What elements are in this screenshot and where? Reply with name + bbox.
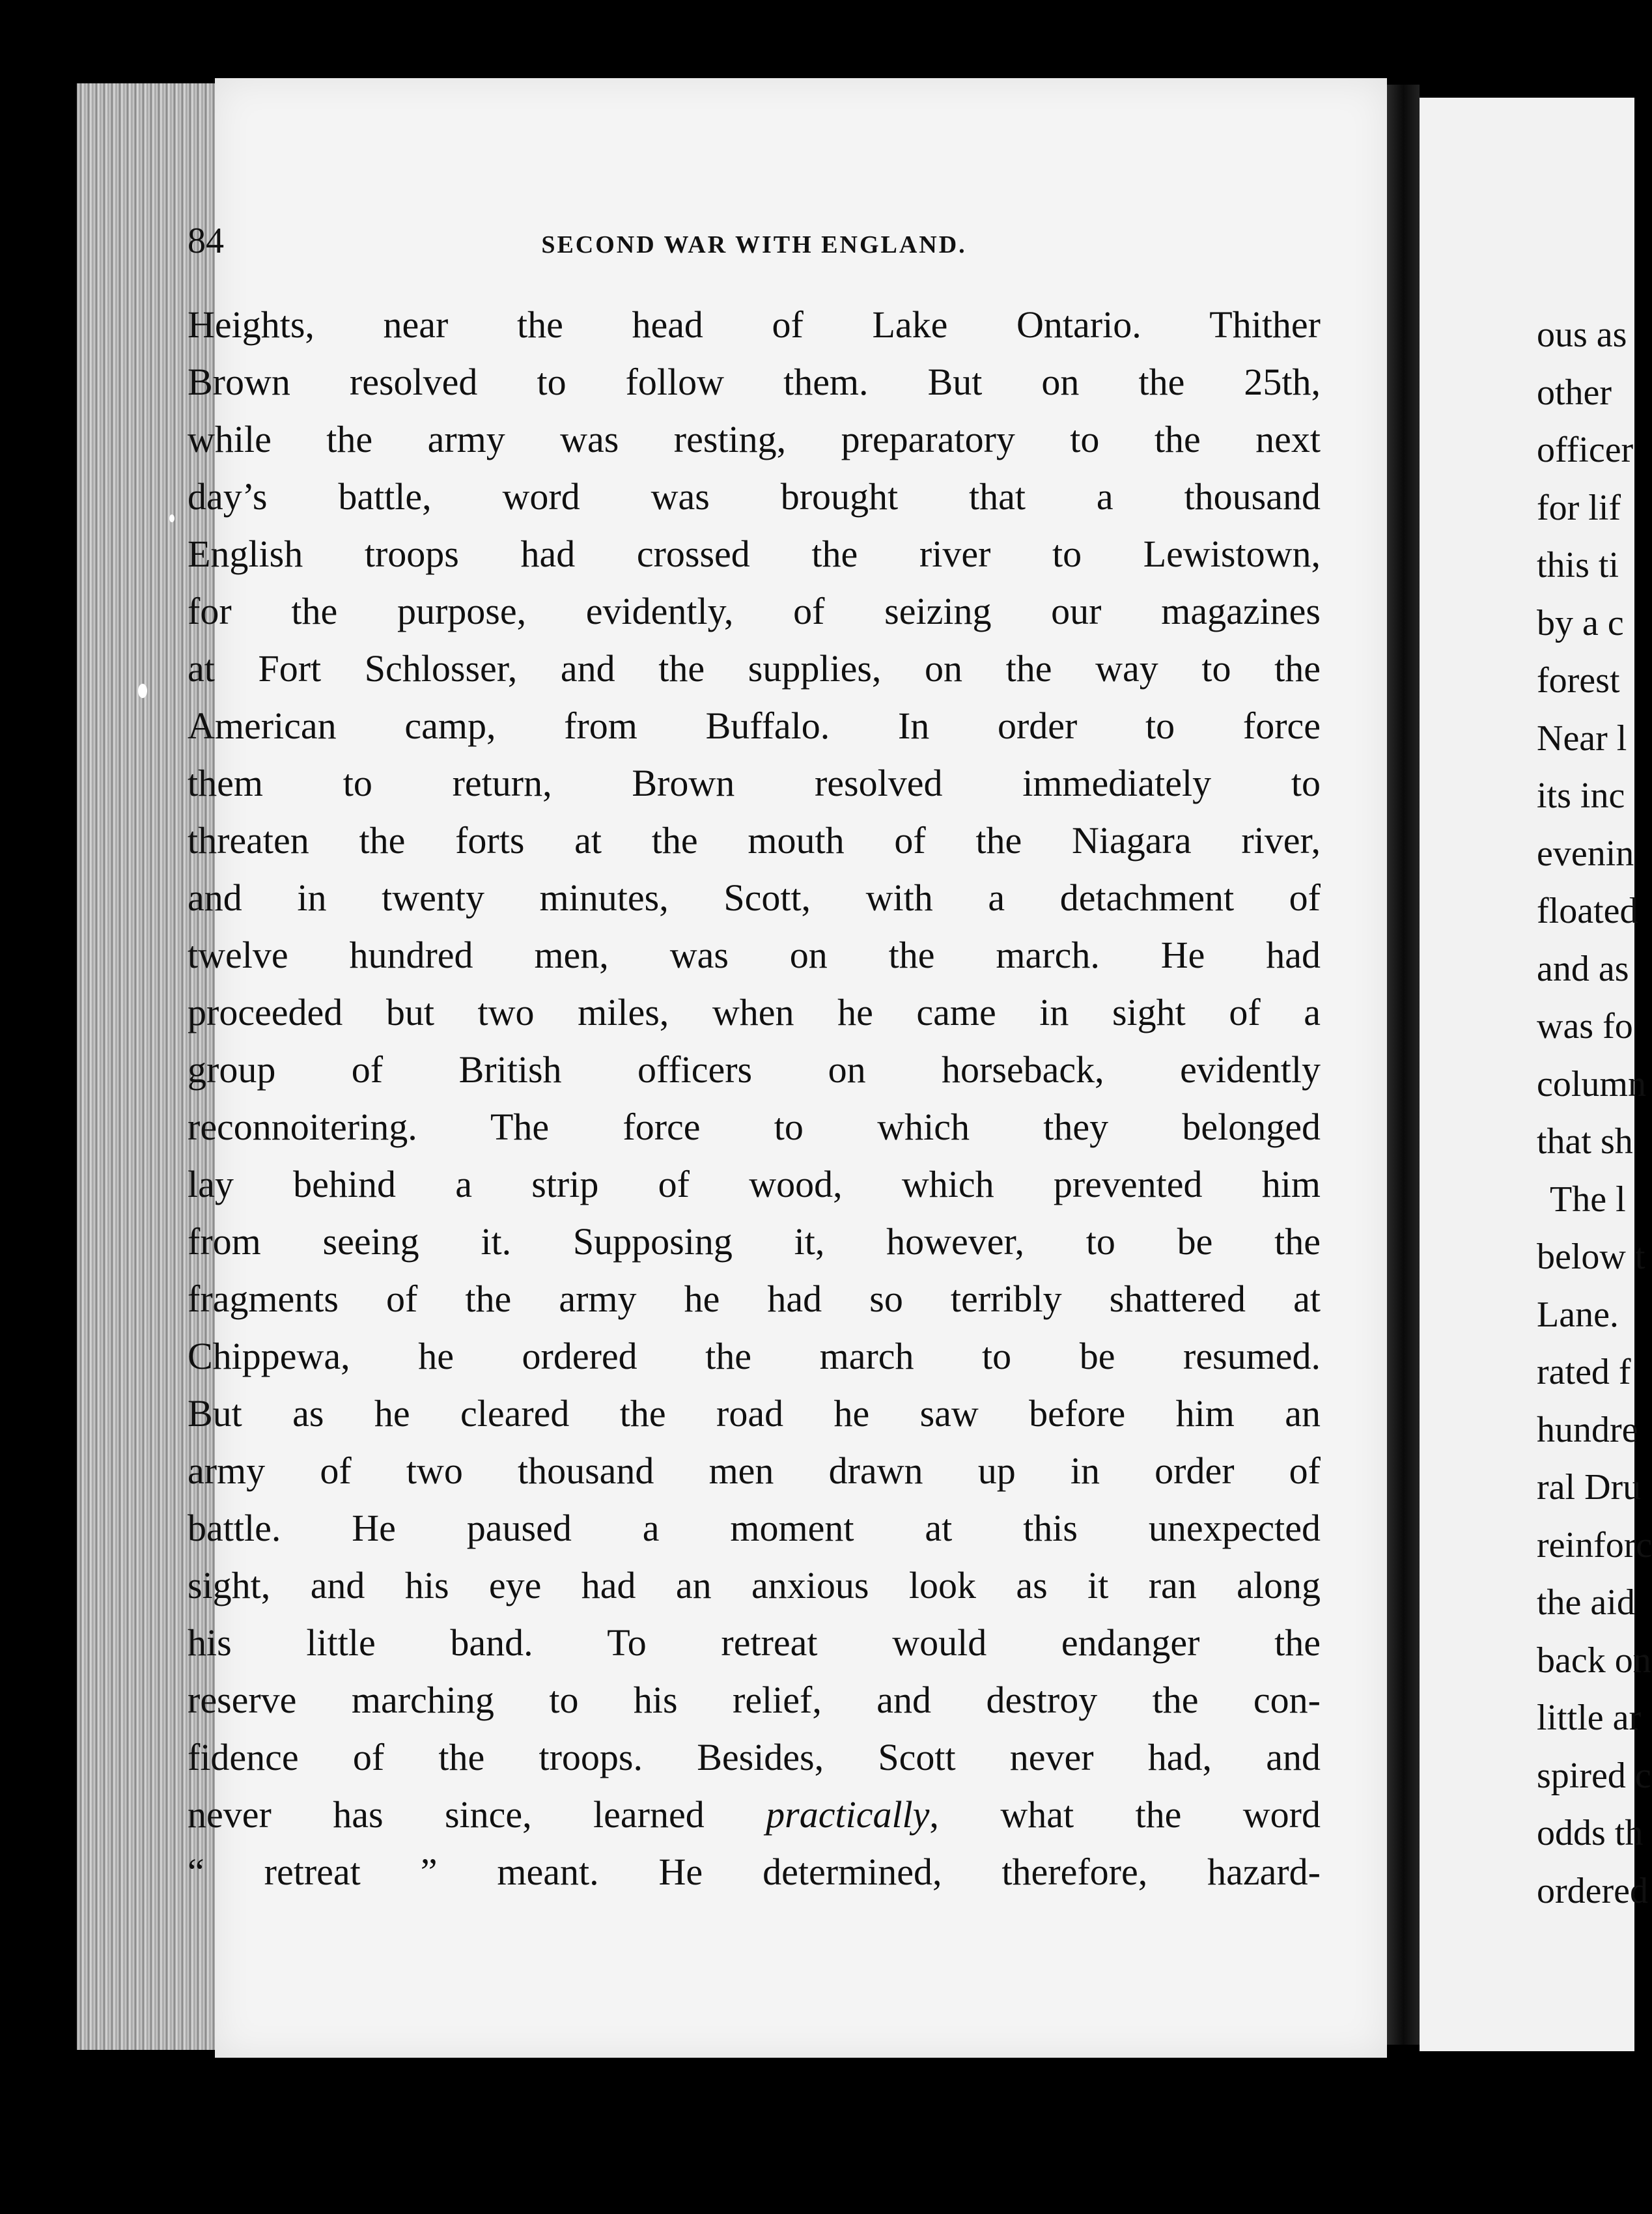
text-line: back on xyxy=(1537,1640,1651,1681)
text-line: that sh xyxy=(1537,1121,1633,1162)
page-number: 84 xyxy=(188,221,224,261)
text-line: officer xyxy=(1537,430,1634,470)
text-line: its inc xyxy=(1537,776,1625,816)
text-line: proceeded but two miles, when he came in sight of a xyxy=(188,991,1321,1033)
text-line: the aid xyxy=(1537,1582,1635,1623)
text-line: ous as xyxy=(1537,315,1627,355)
text-line: Lane. xyxy=(1537,1294,1619,1335)
text-line: spired c xyxy=(1537,1755,1651,1796)
text-line: this ti xyxy=(1537,545,1619,585)
text-line: rated f xyxy=(1537,1352,1631,1392)
text-line: while the army was resting, preparatory to the next xyxy=(188,418,1321,460)
text-line: ral Dru xyxy=(1537,1467,1642,1507)
text-line: odds th xyxy=(1537,1813,1644,1853)
text-line: for the purpose, evidently, of seizing our magazines xyxy=(188,590,1321,632)
text-line: fragments of the army he had so terribly shattered at xyxy=(188,1278,1321,1320)
text-line: fidence of the troops. Besides, Scott never had, and xyxy=(188,1736,1321,1778)
text-line: reserve marching to his relief, and destroy the con- xyxy=(188,1679,1321,1721)
text-line: little ar xyxy=(1537,1698,1642,1738)
text-line: group of British officers on horseback, evidently xyxy=(188,1048,1321,1091)
text-line: evenin xyxy=(1537,833,1634,874)
right-page-text xyxy=(1537,306,1652,1920)
text-line: at Fort Schlosser, and the supplies, on the way to the xyxy=(188,647,1321,690)
text-line: lay behind a strip of wood, which prevented him xyxy=(188,1163,1321,1205)
left-page-text xyxy=(188,296,1321,1901)
text-line: twelve hundred men, was on the march. He had xyxy=(188,934,1321,976)
text-line: below t xyxy=(1537,1237,1645,1277)
text-fragment: , what the word xyxy=(929,1793,1321,1836)
text-line: Near l xyxy=(1537,718,1627,759)
scan-speck xyxy=(138,684,147,698)
text-fragment: never has since, learned xyxy=(188,1793,766,1836)
text-line: other xyxy=(1537,372,1612,413)
text-line: American camp, from Buffalo. In order to force xyxy=(188,705,1321,747)
book-gutter xyxy=(1387,85,1420,2045)
text-line: battle. He paused a moment at this unexpected xyxy=(188,1507,1321,1549)
text-line: them to return, Brown resolved immediately to xyxy=(188,762,1321,804)
text-line: was fo xyxy=(1537,1006,1633,1046)
text-line: floated xyxy=(1537,891,1638,931)
text-line: threaten the forts at the mouth of the Niagara river, xyxy=(188,819,1321,862)
text-line: day’s battle, word was brought that a thousand xyxy=(188,475,1321,518)
text-line: column xyxy=(1537,1063,1646,1104)
text-line: army of two thousand men drawn up in order of xyxy=(188,1450,1321,1492)
text-line: by a c xyxy=(1537,602,1624,643)
text-line: forest xyxy=(1537,660,1620,701)
running-head: SECOND WAR WITH ENGLAND. xyxy=(541,231,967,259)
text-line: reinforc xyxy=(1537,1524,1652,1565)
text-line: sight, and his eye had an anxious look as it ran along xyxy=(188,1564,1321,1606)
text-line: The l xyxy=(1550,1179,1626,1220)
text-line: “ retreat ” meant. He determined, therefore, hazard- xyxy=(188,1851,1321,1893)
text-line: for lif xyxy=(1537,487,1621,528)
scan-speck xyxy=(169,514,175,522)
text-line: from seeing it. Supposing it, however, to be the xyxy=(188,1220,1321,1263)
text-line: reconnoitering. The force to which they belonged xyxy=(188,1106,1321,1148)
text-line: Brown resolved to follow them. But on the 25th, xyxy=(188,361,1321,403)
text-line: and as xyxy=(1537,948,1629,989)
text-line: hundre xyxy=(1537,1409,1638,1450)
text-line: English troops had crossed the river to Lewistown, xyxy=(188,533,1321,575)
text-line: Heights, near the head of Lake Ontario. Thither xyxy=(188,303,1321,346)
text-line: But as he cleared the road he saw before him an xyxy=(188,1392,1321,1435)
text-line: and in twenty minutes, Scott, with a detachment of xyxy=(188,876,1321,919)
page-header xyxy=(188,220,1321,266)
text-line-with-italic xyxy=(188,1786,1321,1843)
italic-word: practically xyxy=(766,1793,930,1836)
text-line: his little band. To retreat would endanger the xyxy=(188,1621,1321,1664)
text-line: ordered xyxy=(1537,1870,1649,1911)
text-line: Chippewa, he ordered the march to be resumed. xyxy=(188,1335,1321,1377)
